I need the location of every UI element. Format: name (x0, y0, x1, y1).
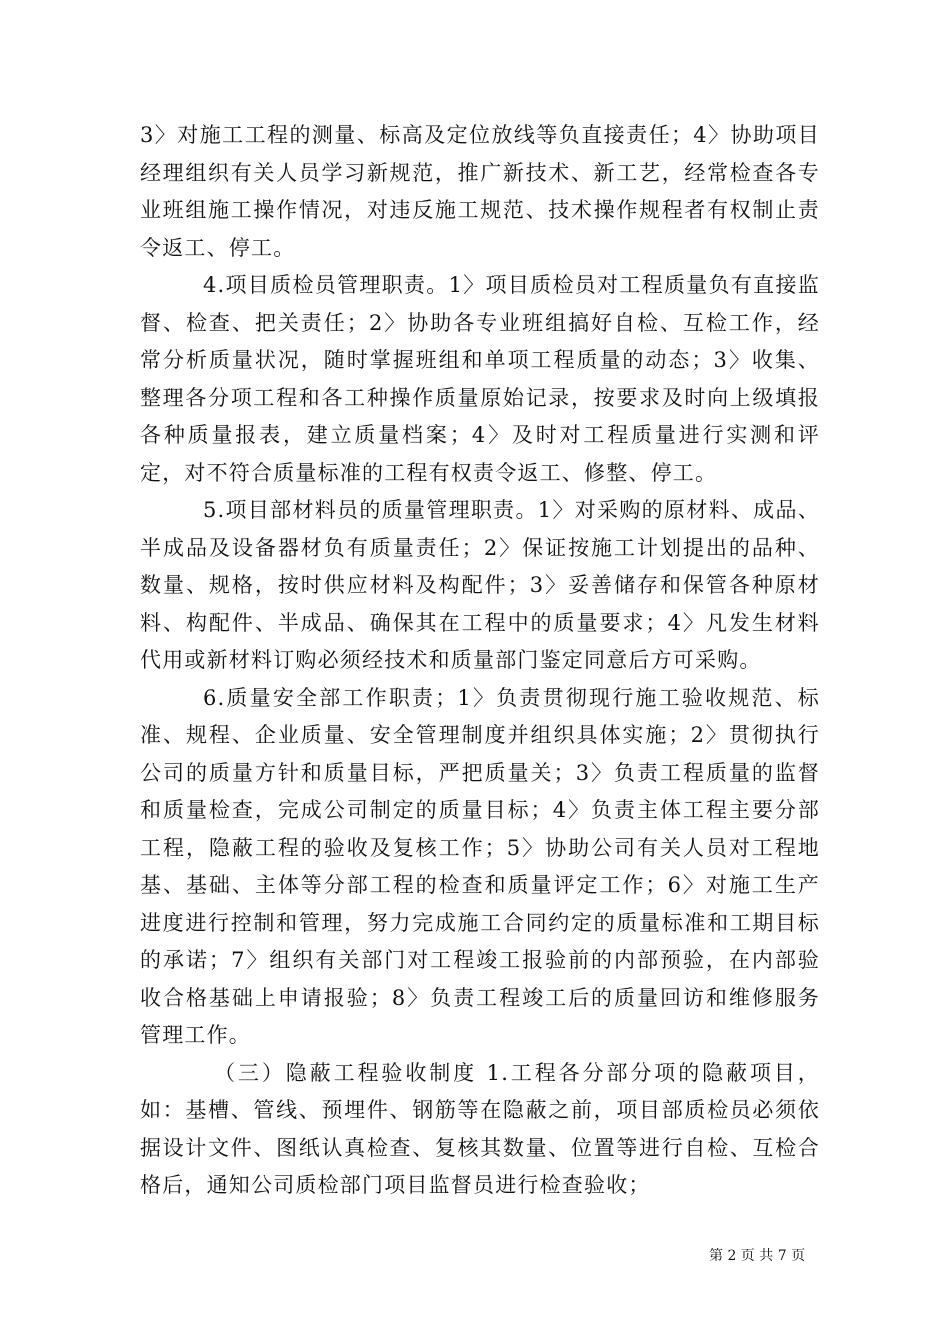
paragraph-material-officer-duties: 5.项目部材料员的质量管理职责。1〉对采购的原材料、成品、半成品及设备器材负有质量责任；2〉保证按施工计划提出的品种、数量、规格，按时供应材料及构配件；3〉妥善储存和保管各种原材料、构配件、半成品、确保其在工程中的质量要求；4〉凡发生材料代用或新材料订购必须经技术和质量部门鉴定同意后方可采购。 (140, 498, 820, 672)
page-number-footer: 第 2 页 共 7 页 (709, 1248, 806, 1264)
paragraph-quality-safety-dept-duties: 6.质量安全部工作职责；1〉负责贯彻现行施工验收规范、标准、规程、企业质量、安全管理制度并组织具体实施；2〉贯彻执行公司的质量方针和质量目标，严把质量关；3〉负责工程质量的监督和质量检查，完成公司制定的质量目标；4〉负责主体工程主要分部工程，隐蔽工程的验收及复核工作；5〉协助公司有关人员对工程地基、基础、主体等分部工程的检查和质量评定工作；6〉对施工生产进度进行控制和管理，努力完成施工合同约定的质量标准和工期目标的承诺；7〉组织有关部门对工程竣工报验前的内部预验，在内部验收合格基础上申请报验；8〉负责工程竣工后的质量回访和维修服务管理工作。 (140, 685, 820, 1047)
paragraph-continued-responsibilities: 3〉对施工工程的测量、标高及定位放线等负直接责任；4〉协助项目经理组织有关人员学习新规范，推广新技术、新工艺，经常检查各专业班组施工操作情况，对违反施工规范、技术操作规程者有权制止责令返工、停工。 (140, 123, 820, 260)
paragraph-quality-inspector-duties: 4.项目质检员管理职责。1〉项目质检员对工程质量负有直接监督、检查、把关责任；2〉协助各专业班组搞好自检、互检工作，经常分析质量状况，随时掌握班组和单项工程质量的动态；3〉收集、整理各分项工程和各工种操作质量原始记录，按要求及时向上级填报各种质量报表，建立质量档案；4〉及时对工程质量进行实测和评定，对不符合质量标准的工程有权责令返工、修整、停工。 (140, 273, 820, 485)
paragraph-concealed-works-acceptance: （三）隐蔽工程验收制度 1.工程各分部分项的隐蔽项目，如：基槽、管线、预埋件、钢筋等在隐蔽之前，项目部质检员必须依据设计文件、图纸认真检查、复核其数量、位置等进行自检、互检合格后，通知公司质检部门项目监督员进行检查验收； (140, 1060, 820, 1197)
document-body (140, 117, 820, 1205)
